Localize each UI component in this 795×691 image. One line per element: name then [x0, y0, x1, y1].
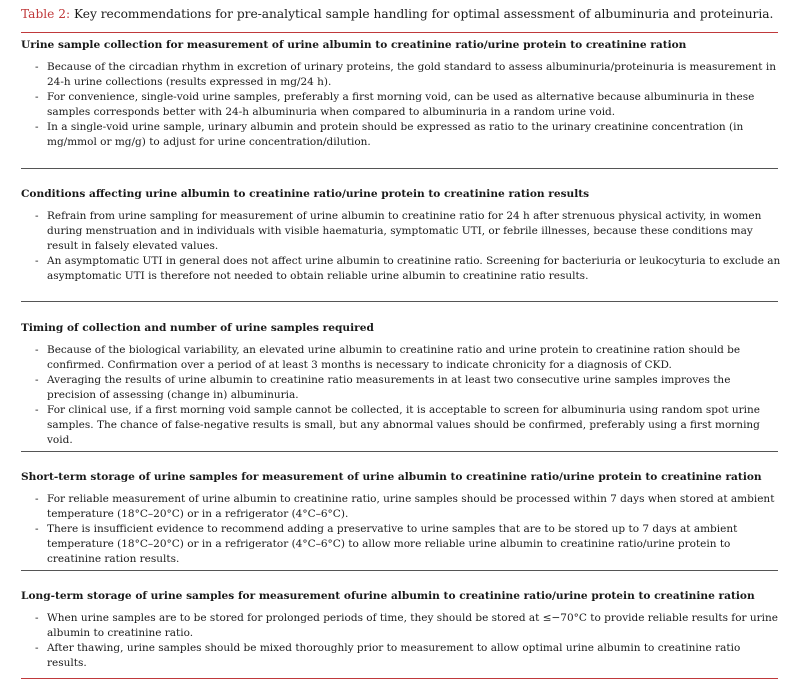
section-divider — [21, 168, 778, 169]
bullet-text: For clinical use, if a first morning void sample cannot be collected, it is acceptable to screen for albuminuria using random spot urine samples. The chance of false-negative results is small, but any abnormal values should be confirmed, preferably using a first morning void. — [47, 404, 760, 446]
bullet-item — [21, 254, 781, 284]
section-heading: Conditions affecting urine albumin to creatinine ratio/urine protein to creatinine ration results — [21, 188, 590, 200]
section-heading: Timing of collection and number of urine samples required — [21, 322, 374, 334]
bullet-item — [21, 492, 781, 522]
bullet-list — [21, 343, 781, 448]
dash-icon: - — [35, 374, 39, 386]
bullet-text: Because of the circadian rhythm in excretion of urinary proteins, the gold standard to assess albuminuria/proteinuria is measurement in 24-h urine collections (results expressed in mg/24 h). — [47, 61, 776, 88]
section-long-term-storage — [21, 589, 781, 671]
bullet-text: Averaging the results of urine albumin to creatinine ratio measurements in at least two consecutive urine samples improves the precision of assessing (change in) albuminuria. — [47, 374, 731, 401]
bullet-text: There is insufficient evidence to recommend adding a preservative to urine samples that are to be stored up to 7 days at ambient temperature (18°C–20°C) or in a refrigerator (4°C–6°C) to allow more reliable urine albumin to creatinine ratio/urine protein to creatinine ration results. — [47, 523, 738, 565]
dash-icon: - — [35, 523, 39, 535]
section-short-term-storage — [21, 470, 781, 567]
bullet-text: For convenience, single-void urine samples, preferably a first morning void, can be used as alternative because albuminuria in these samples corresponds better with 24-h albuminuria when compared to albuminuria in a random urine void. — [47, 91, 755, 118]
dash-icon: - — [35, 255, 39, 267]
table-bottom-rule — [21, 678, 778, 679]
section-divider — [21, 570, 778, 571]
dash-icon: - — [35, 612, 39, 624]
bullet-list — [21, 60, 781, 150]
bullet-text: An asymptomatic UTI in general does not affect urine albumin to creatinine ratio. Screening for bacteriuria or leukocyturia to exclude an asymptomatic UTI is therefore not needed to obtain reliable urine albumin to creatinine ratio results. — [47, 255, 781, 282]
bullet-list — [21, 492, 781, 567]
bullet-item — [21, 403, 781, 448]
section-heading: Urine sample collection for measurement of urine albumin to creatinine ratio/urine protein to creatinine ration — [21, 39, 687, 51]
bullet-item — [21, 641, 781, 671]
section-timing — [21, 321, 781, 448]
dash-icon: - — [35, 91, 39, 103]
bullet-text: For reliable measurement of urine albumin to creatinine ratio, urine samples should be processed within 7 days when stored at ambient temperature (18°C–20°C) or in a refrigerator (4°C–6°C). — [47, 493, 775, 520]
bullet-text: After thawing, urine samples should be mixed thoroughly prior to measurement to allow optimal urine albumin to creatinine ratio results. — [47, 642, 741, 669]
dash-icon: - — [35, 344, 39, 356]
bullet-text: Because of the biological variability, an elevated urine albumin to creatinine ratio and urine protein to creatinine ration should be confirmed. Confirmation over a period of at least 3 months is necessary to indicate chronicity for a diagnosis of CKD. — [47, 344, 741, 371]
table-label: Table 2: — [21, 7, 71, 21]
dash-icon: - — [35, 404, 39, 416]
bullet-item — [21, 522, 781, 567]
bullet-item — [21, 120, 781, 150]
section-divider — [21, 451, 778, 452]
table-title: Key recommendations for pre-analytical sample handling for optimal assessment of albuminuria and proteinuria. — [73, 7, 774, 21]
caption-rule — [21, 32, 778, 33]
bullet-text: Refrain from urine sampling for measurement of urine albumin to creatinine ratio for 24 h after strenuous physical activity, in women during menstruation and in individuals with visible haematuria, symptomatic UTI, or febrile illnesses, because these conditions may result in falsely elevated values. — [47, 210, 762, 252]
dash-icon: - — [35, 493, 39, 505]
dash-icon: - — [35, 61, 39, 73]
bullet-list — [21, 611, 781, 671]
bullet-item — [21, 60, 781, 90]
section-heading: Short-term storage of urine samples for measurement of urine albumin to creatinine ratio/urine protein to creatinine ration — [21, 471, 762, 483]
bullet-text: When urine samples are to be stored for prolonged periods of time, they should be stored at ≤−70°C to provide reliable results for urine albumin to creatinine ratio. — [47, 612, 778, 639]
section-sample-collection — [21, 38, 781, 150]
section-conditions — [21, 187, 781, 284]
bullet-item — [21, 611, 781, 641]
bullet-list — [21, 209, 781, 284]
bullet-item — [21, 373, 781, 403]
section-divider — [21, 301, 778, 302]
section-heading: Long-term storage of urine samples for measurement ofurine albumin to creatinine ratio/urine protein to creatinine ration — [21, 590, 755, 602]
bullet-item — [21, 343, 781, 373]
bullet-item — [21, 90, 781, 120]
table-caption — [21, 6, 773, 23]
dash-icon: - — [35, 121, 39, 133]
bullet-text: In a single-void urine sample, urinary albumin and protein should be expressed as ratio to the urinary creatinine concentration (in mg/mmol or mg/g) to adjust for urine concentration/dilution. — [47, 121, 744, 148]
dash-icon: - — [35, 210, 39, 222]
bullet-item — [21, 209, 781, 254]
dash-icon: - — [35, 642, 39, 654]
